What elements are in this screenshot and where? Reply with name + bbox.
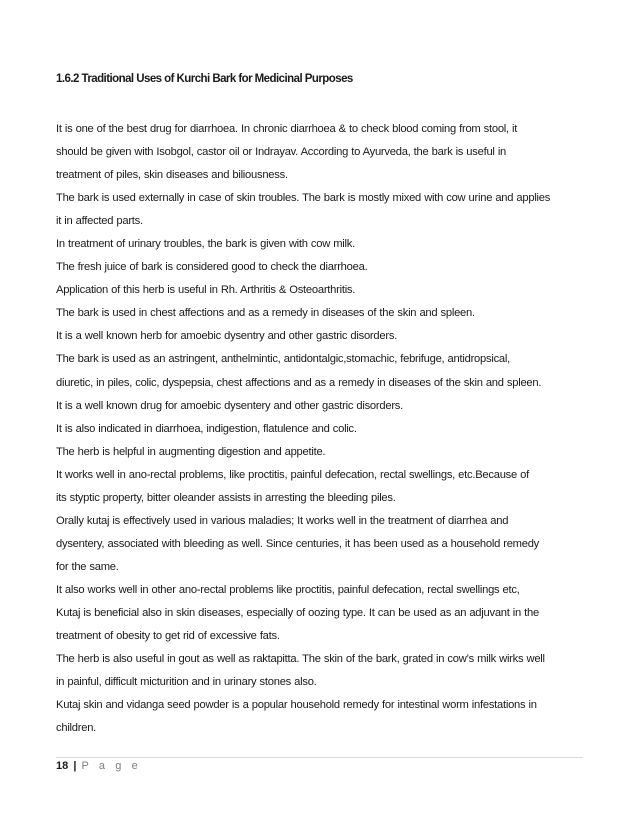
text-line: The bark is used as an astringent, anthelmintic, antidontalgic,stomachic, febrifuge, antidropsical, xyxy=(56,353,510,366)
section-heading: 1.6.2 Traditional Uses of Kurchi Bark for Medicinal Purposes xyxy=(56,73,353,85)
text-line: The bark is used externally in case of skin troubles. The bark is mostly mixed with cow urine and applies xyxy=(56,192,551,205)
text-line: The bark is used in chest affections and as a remedy in diseases of the skin and spleen. xyxy=(56,307,475,320)
text-line: The herb is also useful in gout as well as raktapitta. The skin of the bark, grated in cow’s milk wirks well xyxy=(56,653,545,666)
text-line: Application of this herb is useful in Rh. Arthritis & Osteoarthritis. xyxy=(56,284,356,297)
text-line: Kutaj skin and vidanga seed powder is a popular household remedy for intestinal worm infestations in xyxy=(56,699,537,712)
text-line: in painful, difficult micturition and in urinary stones also. xyxy=(56,676,317,689)
page-label: P a g e xyxy=(81,760,142,772)
text-line: Kutaj is beneficial also in skin diseases, especially of oozing type. It can be used as an adjuvant in the xyxy=(56,606,539,619)
text-line: The fresh juice of bark is considered good to check the diarrhoea. xyxy=(56,261,368,274)
text-line: It works well in ano-rectal problems, like proctitis, painful defecation, rectal swellings, etc.Because of xyxy=(56,468,529,481)
body-text xyxy=(56,118,596,740)
text-line: It is a well known herb for amoebic dysentry and other gastric disorders. xyxy=(56,330,398,343)
footer-separator: | xyxy=(73,760,77,772)
text-line: its styptic property, bitter oleander assists in arresting the bleeding piles. xyxy=(56,491,396,504)
text-line: The herb is helpful in augmenting digestion and appetite. xyxy=(56,445,326,458)
text-line: children. xyxy=(56,722,97,735)
text-line: In treatment of urinary troubles, the bark is given with cow milk. xyxy=(56,238,355,251)
text-line: treatment of piles, skin diseases and biliousness. xyxy=(56,169,288,182)
text-line: treatment of obesity to get rid of excessive fats. xyxy=(56,630,280,643)
text-line: It is also indicated in diarrhoea, indigestion, flatulence and colic. xyxy=(56,422,357,435)
page-footer xyxy=(56,760,141,772)
text-line: It also works well in other ano-rectal problems like proctitis, painful defecation, rectal swellings etc, xyxy=(56,583,520,596)
text-line: for the same. xyxy=(56,560,119,573)
text-line: should be given with Isobgol, castor oil or Indrayav. According to Ayurveda, the bark is useful in xyxy=(56,146,507,159)
text-line: dysentery, associated with bleeding as well. Since centuries, it has been used as a household remedy xyxy=(56,537,540,550)
text-line: It is one of the best drug for diarrhoea. In chronic diarrhoea & to check blood coming from stool, it xyxy=(56,123,518,135)
text-line: It is a well known drug for amoebic dysentery and other gastric disorders. xyxy=(56,399,404,412)
page-number: 18 xyxy=(56,760,69,772)
text-line: Orally kutaj is effectively used in various maladies; It works well in the treatment of diarrhea and xyxy=(56,514,509,527)
text-line: diuretic, in piles, colic, dyspepsia, chest affections and as a remedy in diseases of the skin and spleen. xyxy=(56,376,542,389)
footer-divider xyxy=(56,757,583,758)
text-line: it in affected parts. xyxy=(56,215,143,228)
